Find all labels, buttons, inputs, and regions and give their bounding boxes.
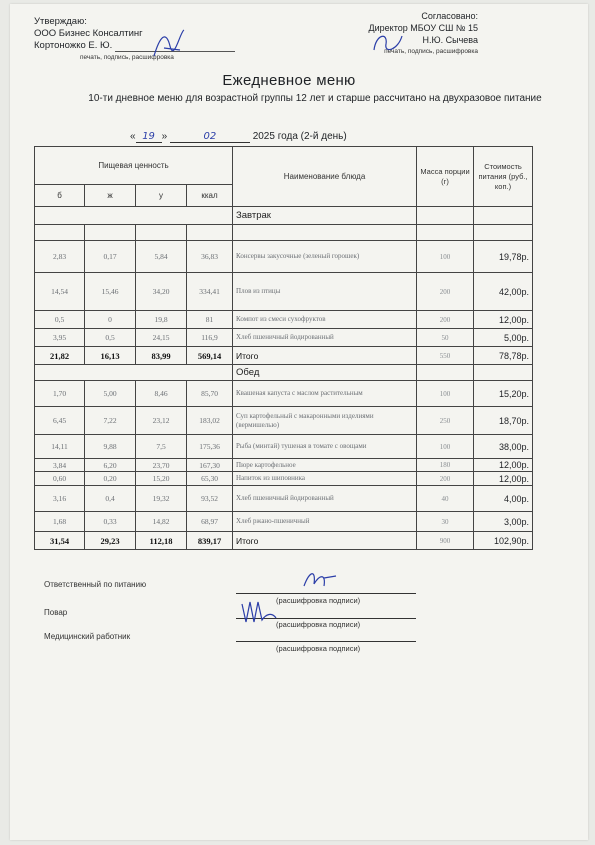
total-label: Итого xyxy=(233,347,417,365)
empty-cell xyxy=(136,225,187,241)
cell-price: 38,00р. xyxy=(474,435,533,459)
cell-price: 42,00р. xyxy=(474,273,533,311)
cell-carb: 24,15 xyxy=(136,329,187,347)
cost-header: Стоимость питания (руб., коп.) xyxy=(474,147,533,207)
cell-price: 5,00р. xyxy=(474,329,533,347)
signature-scribble-cook xyxy=(238,594,280,628)
cell-mass: 250 xyxy=(417,407,474,435)
empty-cell xyxy=(233,225,417,241)
cell-price: 12,00р. xyxy=(474,311,533,329)
cell-kcal: 85,70 xyxy=(187,381,233,407)
cell-protein: 6,45 xyxy=(35,407,85,435)
cell-carb: 83,99 xyxy=(136,347,187,365)
cell-carb: 14,82 xyxy=(136,512,187,532)
empty-cell xyxy=(474,225,533,241)
footer-medic-caption: (расшифровка подписи) xyxy=(276,644,361,653)
cell-carb: 23,12 xyxy=(136,407,187,435)
cell-mass: 40 xyxy=(417,486,474,512)
cell-dish-name: Напиток из шиповника xyxy=(233,472,417,486)
cell-mass: 200 xyxy=(417,273,474,311)
date-open-quote: « xyxy=(130,131,136,142)
cell-dish-name: Плов из птицы xyxy=(233,273,417,311)
table-row xyxy=(35,459,533,472)
signature-scribble-left xyxy=(150,26,190,62)
cell-protein: 3,16 xyxy=(35,486,85,512)
cell-dish-name: Компот из смеси сухофруктов xyxy=(233,311,417,329)
cell-price: 4,00р. xyxy=(474,486,533,512)
col-carb-header: у xyxy=(136,185,187,207)
cell-price: 78,78р. xyxy=(474,347,533,365)
approve-person: Кортоножко Е. Ю. xyxy=(34,40,113,51)
section-row xyxy=(35,207,533,225)
cell-kcal: 93,52 xyxy=(187,486,233,512)
footer-responsible-caption: (расшифровка подписи) xyxy=(276,596,361,605)
date-month: 02 xyxy=(170,131,250,143)
cell-fat: 15,46 xyxy=(85,273,136,311)
empty-cell xyxy=(35,207,233,225)
cell-fat: 0,33 xyxy=(85,512,136,532)
footer-responsible-label: Ответственный по питанию xyxy=(44,580,147,589)
cell-fat: 16,13 xyxy=(85,347,136,365)
cell-carb: 19,8 xyxy=(136,311,187,329)
agreed-label: Согласовано: xyxy=(421,11,478,21)
section-label: Завтрак xyxy=(233,207,417,225)
date-line xyxy=(130,131,347,143)
cell-kcal: 839,17 xyxy=(187,532,233,550)
approve-org: ООО Бизнес Консалтинг xyxy=(34,28,143,39)
cell-fat: 9,88 xyxy=(85,435,136,459)
cell-fat: 0,20 xyxy=(85,472,136,486)
date-close-quote: » xyxy=(161,131,168,142)
cell-mass: 180 xyxy=(417,459,474,472)
footer-medic-label: Медицинский работник xyxy=(44,632,131,641)
cell-fat: 7,22 xyxy=(85,407,136,435)
cell-kcal: 81 xyxy=(187,311,233,329)
approve-caption: печать, подпись, расшифровка xyxy=(80,54,174,61)
cell-kcal: 68,97 xyxy=(187,512,233,532)
agreed-person: Н.Ю. Сычева xyxy=(422,35,478,45)
dish-name-header: Наименование блюда xyxy=(233,147,417,207)
signature-scribble-right xyxy=(368,28,408,58)
section-row xyxy=(35,365,533,381)
cell-carb: 8,46 xyxy=(136,381,187,407)
col-kcal-header: ккал xyxy=(187,185,233,207)
empty-cell xyxy=(417,225,474,241)
cell-carb: 34,20 xyxy=(136,273,187,311)
cell-mass: 900 xyxy=(417,532,474,550)
cell-fat: 5,00 xyxy=(85,381,136,407)
col-protein-header: б xyxy=(35,185,85,207)
agreement-block xyxy=(338,10,478,58)
cell-price: 3,00р. xyxy=(474,512,533,532)
cell-protein: 31,54 xyxy=(35,532,85,550)
cell-mass: 200 xyxy=(417,311,474,329)
cell-carb: 15,20 xyxy=(136,472,187,486)
section-label: Обед xyxy=(233,365,417,381)
cell-kcal: 167,30 xyxy=(187,459,233,472)
cell-fat: 6,20 xyxy=(85,459,136,472)
cell-protein: 2,83 xyxy=(35,241,85,273)
cell-protein: 3,95 xyxy=(35,329,85,347)
table-row xyxy=(35,486,533,512)
cell-protein: 14,11 xyxy=(35,435,85,459)
cell-protein: 1,70 xyxy=(35,381,85,407)
cell-price: 18,70р. xyxy=(474,407,533,435)
cell-kcal: 175,36 xyxy=(187,435,233,459)
footer-cook-label: Повар xyxy=(44,608,68,617)
cell-fat: 0,5 xyxy=(85,329,136,347)
cell-dish-name: Квашеная капуста с маслом растительным xyxy=(233,381,417,407)
table-row xyxy=(35,241,533,273)
cell-price: 19,78р. xyxy=(474,241,533,273)
empty-cell xyxy=(417,365,474,381)
total-row xyxy=(35,532,533,550)
cell-price: 102,90р. xyxy=(474,532,533,550)
cell-mass: 550 xyxy=(417,347,474,365)
page-title: Ежедневное меню xyxy=(222,72,356,89)
cell-protein: 0,5 xyxy=(35,311,85,329)
table-row xyxy=(35,311,533,329)
footer-medic-line xyxy=(236,641,416,642)
approve-label: Утверждаю: xyxy=(34,16,87,27)
cell-dish-name: Хлеб пшеничный йодированный xyxy=(233,329,417,347)
cell-dish-name: Хлеб ржано-пшеничный xyxy=(233,512,417,532)
table-row xyxy=(35,381,533,407)
mass-header: Масса порции (г) xyxy=(417,147,474,207)
cell-mass: 100 xyxy=(417,435,474,459)
cell-mass: 100 xyxy=(417,241,474,273)
cell-carb: 112,18 xyxy=(136,532,187,550)
date-day: 19 xyxy=(136,131,162,143)
signature-scribble-responsible xyxy=(300,566,340,594)
cell-dish-name: Хлеб пшеничный йодированный xyxy=(233,486,417,512)
empty-cell xyxy=(187,225,233,241)
cell-dish-name: Пюре картофельное xyxy=(233,459,417,472)
cell-carb: 7,5 xyxy=(136,435,187,459)
cell-fat: 0,17 xyxy=(85,241,136,273)
agreed-caption: печать, подпись, расшифровка xyxy=(384,48,478,55)
nutrition-header: Пищевая ценность xyxy=(35,147,233,185)
spacer-row xyxy=(35,225,533,241)
col-fat-header: ж xyxy=(85,185,136,207)
empty-cell xyxy=(35,225,85,241)
empty-cell xyxy=(85,225,136,241)
empty-cell xyxy=(35,365,233,381)
cell-carb: 19,32 xyxy=(136,486,187,512)
cell-protein: 21,82 xyxy=(35,347,85,365)
cell-kcal: 569,14 xyxy=(187,347,233,365)
cell-carb: 23,70 xyxy=(136,459,187,472)
cell-dish-name: Суп картофельный с макаронными изделиями (вермишелью) xyxy=(233,407,417,435)
cell-mass: 200 xyxy=(417,472,474,486)
cell-price: 12,00р. xyxy=(474,472,533,486)
cell-kcal: 116,9 xyxy=(187,329,233,347)
table-row xyxy=(35,329,533,347)
total-label: Итого xyxy=(233,532,417,550)
menu-table xyxy=(34,146,533,550)
cell-price: 12,00р. xyxy=(474,459,533,472)
cell-dish-name: Рыба (минтай) тушеная в томате с овощами xyxy=(233,435,417,459)
cell-protein: 14,54 xyxy=(35,273,85,311)
cell-price: 15,20р. xyxy=(474,381,533,407)
empty-cell xyxy=(417,207,474,225)
approval-block xyxy=(34,16,235,64)
page-subtitle: 10-ти дневное меню для возрастной группы 12 лет и старше рассчитано на двухразовое питание xyxy=(88,93,542,104)
table-row xyxy=(35,472,533,486)
total-row xyxy=(35,347,533,365)
cell-fat: 0,4 xyxy=(85,486,136,512)
cell-mass: 100 xyxy=(417,381,474,407)
cell-carb: 5,84 xyxy=(136,241,187,273)
cell-fat: 29,23 xyxy=(85,532,136,550)
cell-kcal: 65,30 xyxy=(187,472,233,486)
table-row xyxy=(35,273,533,311)
cell-kcal: 183,02 xyxy=(187,407,233,435)
table-row xyxy=(35,407,533,435)
cell-protein: 1,68 xyxy=(35,512,85,532)
cell-protein: 3,84 xyxy=(35,459,85,472)
cell-protein: 0,60 xyxy=(35,472,85,486)
footer-cook-caption: (расшифровка подписи) xyxy=(276,620,361,629)
agreed-position: Директор МБОУ СШ № 15 xyxy=(368,23,478,33)
empty-cell xyxy=(474,365,533,381)
cell-mass: 50 xyxy=(417,329,474,347)
date-year: 2025 года (2-й день) xyxy=(252,131,347,142)
cell-kcal: 36,83 xyxy=(187,241,233,273)
table-row xyxy=(35,435,533,459)
cell-fat: 0 xyxy=(85,311,136,329)
cell-dish-name: Консервы закусочные (зеленый горошек) xyxy=(233,241,417,273)
table-row xyxy=(35,512,533,532)
empty-cell xyxy=(474,207,533,225)
cell-kcal: 334,41 xyxy=(187,273,233,311)
cell-mass: 30 xyxy=(417,512,474,532)
